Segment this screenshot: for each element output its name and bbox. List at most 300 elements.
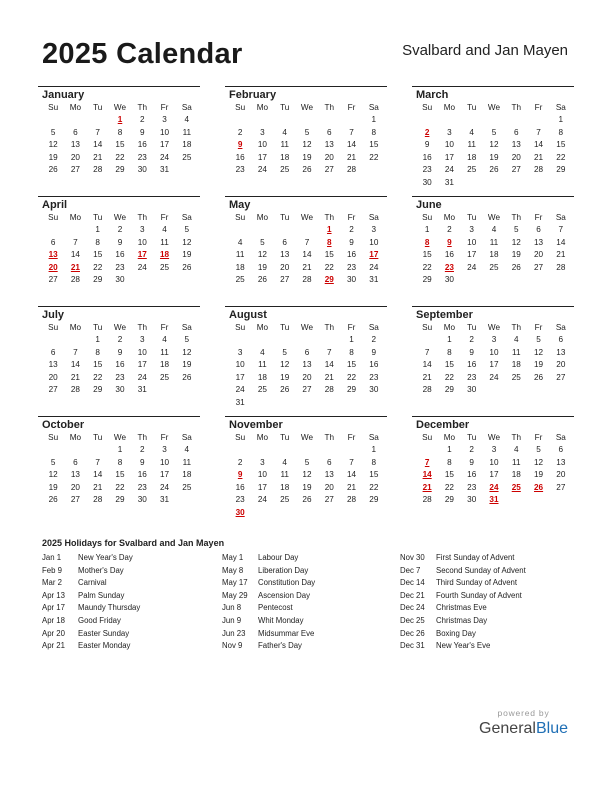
- empty-day: [416, 444, 438, 457]
- day-cell: 30: [137, 495, 147, 505]
- day-cell: 14: [93, 470, 103, 480]
- weekday-label: Tu: [280, 323, 290, 332]
- holiday-day: 31: [489, 495, 499, 505]
- day-cell: 16: [369, 360, 379, 370]
- holiday-day: 14: [422, 470, 432, 480]
- day-cell: 1: [558, 115, 564, 124]
- day-cell: 19: [257, 262, 267, 272]
- weekday-label: Tu: [280, 213, 290, 222]
- day-cell: 14: [556, 237, 566, 247]
- day-cell: 10: [159, 457, 170, 467]
- month-october: [42, 416, 198, 507]
- empty-day: [229, 224, 251, 237]
- day-cell: 5: [184, 225, 190, 234]
- day-cell: 10: [137, 237, 147, 247]
- day-cell: 19: [533, 360, 544, 370]
- empty-day: [483, 177, 505, 190]
- day-cell: 15: [93, 250, 103, 260]
- empty-day: [483, 384, 505, 397]
- day-cell: 30: [467, 495, 477, 505]
- month-april: [42, 196, 198, 287]
- day-cell: 12: [48, 470, 58, 480]
- day-cell: 8: [371, 457, 377, 467]
- holiday-name: Third Sunday of Advent: [436, 578, 518, 588]
- day-cell: 6: [536, 225, 541, 234]
- weekday-label: Tu: [93, 323, 103, 332]
- day-cell: 16: [137, 470, 147, 480]
- day-cell: 1: [424, 225, 430, 234]
- day-cell: 27: [533, 262, 544, 272]
- day-cell: 1: [447, 445, 452, 454]
- day-cell: 28: [70, 385, 80, 395]
- day-cell: 22: [93, 262, 103, 272]
- day-cell: 23: [346, 262, 357, 272]
- day-cell: 31: [137, 385, 147, 395]
- weekday-label: We: [113, 213, 127, 222]
- weekday-label: We: [113, 323, 127, 332]
- empty-day: [550, 384, 572, 397]
- holiday-name: Whit Monday: [258, 615, 304, 625]
- weekday-label: We: [487, 213, 501, 222]
- empty-day: [527, 114, 549, 127]
- day-cell: 9: [469, 347, 474, 357]
- month-name: August: [229, 309, 267, 321]
- day-cell: 4: [184, 445, 190, 454]
- weekday-label: Sa: [368, 103, 379, 112]
- day-cell: 27: [280, 275, 290, 285]
- day-cell: 6: [73, 457, 78, 467]
- day-cell: 8: [117, 457, 123, 467]
- weekday-label: Sa: [555, 323, 566, 332]
- week-row: [42, 494, 198, 507]
- holiday-date: Nov 30: [400, 553, 425, 562]
- weekday-label: Th: [511, 103, 522, 112]
- week-row: [42, 127, 198, 140]
- holiday-name: New Year's Eve: [436, 641, 491, 651]
- week-row: [229, 249, 385, 262]
- weekday-label: Mo: [256, 433, 269, 442]
- holiday-row: [42, 640, 222, 653]
- month-may: [229, 196, 385, 287]
- empty-day: [42, 114, 64, 127]
- day-cell: 29: [556, 165, 566, 175]
- day-cell: 21: [346, 482, 357, 492]
- weekday-label: Fr: [160, 213, 169, 222]
- day-cell: 22: [422, 262, 432, 272]
- day-cell: 8: [447, 347, 452, 357]
- day-cell: 29: [444, 495, 454, 505]
- day-cell: 29: [115, 495, 125, 505]
- week-row: [229, 494, 385, 507]
- holiday-row: [400, 602, 580, 615]
- day-cell: 10: [257, 140, 267, 150]
- month-name: July: [42, 309, 65, 321]
- weekday-label: Th: [511, 323, 522, 332]
- day-cell: 1: [349, 335, 354, 344]
- weekday-label: Th: [137, 433, 148, 442]
- page-title: 2025 Calendar: [42, 38, 243, 70]
- week-row: [42, 114, 198, 127]
- holiday-day: 8: [424, 237, 430, 247]
- weekday-label: Fr: [534, 103, 543, 112]
- day-cell: 22: [369, 152, 379, 162]
- day-cell: 6: [513, 127, 519, 137]
- day-cell: 15: [115, 470, 125, 480]
- month-divider: [38, 86, 200, 87]
- day-cell: 14: [70, 360, 80, 370]
- week-row: [229, 127, 385, 140]
- day-cell: 3: [371, 225, 377, 234]
- day-cell: 2: [117, 335, 123, 344]
- empty-day: [153, 274, 175, 287]
- day-cell: 1: [95, 225, 100, 234]
- holiday-name: Boxing Day: [436, 628, 476, 638]
- day-cell: 17: [257, 152, 267, 162]
- weekday-label: Tu: [93, 213, 103, 222]
- day-cell: 9: [117, 347, 123, 357]
- empty-day: [505, 274, 527, 287]
- day-cell: 28: [70, 275, 80, 285]
- week-row: [229, 469, 385, 482]
- weekday-label: Th: [324, 213, 335, 222]
- weekday-header: [42, 322, 198, 334]
- empty-day: [274, 444, 296, 457]
- weekday-label: Fr: [160, 323, 169, 332]
- weekday-label: Th: [137, 103, 148, 112]
- holiday-row: [42, 565, 222, 578]
- day-cell: 15: [444, 360, 454, 370]
- day-cell: 27: [556, 482, 566, 492]
- weekday-label: Su: [235, 433, 246, 442]
- day-cell: 28: [302, 275, 312, 285]
- weekday-header: [229, 432, 385, 444]
- week-row: [229, 347, 385, 360]
- holiday-date: Jun 8: [222, 603, 242, 613]
- weekday-label: Th: [324, 433, 335, 442]
- empty-day: [251, 334, 273, 347]
- empty-day: [296, 334, 318, 347]
- holiday-name: Labour Day: [258, 553, 299, 562]
- weekday-label: Mo: [256, 103, 269, 112]
- day-cell: 22: [115, 482, 125, 492]
- day-cell: 4: [162, 225, 167, 234]
- empty-day: [251, 114, 273, 127]
- holiday-name: Fourth Sunday of Advent: [436, 590, 522, 600]
- day-cell: 27: [556, 372, 566, 382]
- day-cell: 8: [349, 347, 354, 357]
- day-cell: 31: [444, 177, 454, 187]
- day-cell: 22: [444, 372, 454, 382]
- week-row: [229, 482, 385, 495]
- empty-day: [176, 494, 198, 507]
- day-cell: 24: [257, 165, 267, 175]
- day-cell: 4: [513, 335, 519, 344]
- day-cell: 28: [324, 385, 334, 395]
- day-cell: 2: [447, 225, 452, 234]
- week-row: [229, 397, 385, 410]
- holiday-date: May 29: [222, 590, 248, 600]
- week-row: [416, 262, 572, 275]
- holiday-row: [400, 628, 580, 641]
- empty-day: [318, 397, 340, 410]
- empty-day: [251, 444, 273, 457]
- holiday-column: [42, 552, 222, 653]
- holiday-name: Christmas Day: [436, 615, 488, 625]
- month-december: [416, 416, 572, 507]
- day-cell: 6: [304, 347, 310, 357]
- empty-day: [42, 224, 64, 237]
- empty-day: [527, 177, 549, 190]
- day-cell: 17: [137, 360, 147, 370]
- day-cell: 7: [304, 237, 310, 247]
- holiday-day: 9: [237, 470, 243, 480]
- holiday-day: 13: [48, 250, 58, 260]
- day-cell: 5: [536, 335, 541, 344]
- holiday-row: [42, 628, 222, 641]
- holiday-day: 30: [235, 507, 245, 517]
- day-cell: 21: [302, 262, 312, 272]
- weekday-label: Mo: [443, 433, 456, 442]
- day-cell: 12: [489, 140, 499, 150]
- day-cell: 23: [467, 482, 477, 492]
- weekday-label: Su: [48, 323, 59, 332]
- month-name: November: [229, 419, 283, 431]
- day-cell: 12: [302, 140, 312, 150]
- empty-day: [296, 444, 318, 457]
- empty-day: [251, 507, 273, 520]
- day-cell: 25: [467, 165, 477, 175]
- day-cell: 30: [346, 275, 357, 285]
- day-cell: 6: [326, 457, 332, 467]
- empty-day: [363, 164, 385, 177]
- empty-day: [64, 334, 86, 347]
- holiday-date: Nov 9: [222, 641, 243, 651]
- day-cell: 23: [115, 262, 125, 272]
- holidays-title: 2025 Holidays for Svalbard and Jan Mayen: [42, 538, 225, 548]
- day-cell: 18: [159, 360, 170, 370]
- empty-day: [229, 444, 251, 457]
- day-cell: 6: [50, 237, 56, 247]
- day-cell: 7: [424, 347, 430, 357]
- empty-day: [505, 384, 527, 397]
- holiday-name: Pentecost: [258, 603, 293, 613]
- day-cell: 21: [93, 152, 103, 162]
- weekday-label: Sa: [368, 323, 379, 332]
- day-cell: 23: [137, 152, 147, 162]
- empty-day: [229, 114, 251, 127]
- weekday-label: Th: [511, 433, 522, 442]
- brand-name: [479, 720, 568, 738]
- day-cell: 23: [137, 482, 147, 492]
- day-cell: 28: [556, 262, 566, 272]
- empty-day: [176, 384, 198, 397]
- day-cell: 21: [422, 372, 432, 382]
- day-cell: 12: [182, 347, 192, 357]
- day-cell: 27: [70, 495, 80, 505]
- weekday-label: Sa: [368, 433, 379, 442]
- weekday-label: Sa: [555, 103, 566, 112]
- holiday-date: Apr 18: [42, 615, 65, 625]
- day-cell: 6: [282, 237, 287, 247]
- day-cell: 17: [444, 152, 454, 162]
- holiday-name: First Sunday of Advent: [436, 553, 515, 562]
- day-cell: 2: [237, 457, 243, 467]
- day-cell: 16: [467, 470, 477, 480]
- week-row: [416, 482, 572, 495]
- day-cell: 5: [304, 457, 310, 467]
- day-cell: 9: [424, 140, 430, 150]
- day-cell: 13: [70, 140, 80, 150]
- weekday-header: [42, 212, 198, 224]
- brand-blue: Blue: [535, 720, 568, 737]
- day-cell: 15: [369, 140, 379, 150]
- day-cell: 30: [115, 385, 125, 395]
- holiday-name: Maundy Thursday: [78, 603, 141, 613]
- day-cell: 4: [513, 445, 519, 454]
- empty-day: [64, 444, 86, 457]
- day-cell: 26: [511, 262, 521, 272]
- day-cell: 27: [324, 165, 334, 175]
- day-cell: 14: [346, 470, 357, 480]
- empty-day: [131, 274, 153, 287]
- day-cell: 3: [139, 225, 145, 234]
- week-row: [416, 274, 572, 287]
- day-cell: 7: [95, 457, 100, 467]
- day-cell: 21: [556, 250, 566, 260]
- week-row: [42, 359, 198, 372]
- day-cell: 14: [70, 250, 80, 260]
- weekday-label: Sa: [181, 213, 192, 222]
- day-cell: 15: [324, 250, 334, 260]
- week-row: [42, 334, 198, 347]
- month-divider: [412, 196, 574, 197]
- holiday-column: [222, 552, 402, 653]
- day-cell: 25: [489, 262, 499, 272]
- weekday-label: Su: [235, 323, 246, 332]
- weekday-label: Mo: [69, 213, 82, 222]
- day-cell: 11: [467, 140, 476, 150]
- holiday-name: Easter Sunday: [78, 628, 130, 638]
- week-row: [416, 359, 572, 372]
- day-cell: 26: [302, 495, 312, 505]
- day-cell: 24: [159, 482, 170, 492]
- day-cell: 30: [467, 385, 477, 395]
- week-row: [229, 444, 385, 457]
- holiday-row: [222, 565, 402, 578]
- day-cell: 12: [257, 250, 267, 260]
- holiday-row: [400, 552, 580, 565]
- day-cell: 22: [444, 482, 454, 492]
- day-cell: 13: [533, 237, 544, 247]
- day-cell: 4: [282, 127, 287, 137]
- weekday-label: Tu: [280, 433, 290, 442]
- day-cell: 19: [302, 482, 312, 492]
- day-cell: 8: [447, 457, 452, 467]
- day-cell: 25: [280, 165, 290, 175]
- day-cell: 20: [556, 360, 566, 370]
- empty-day: [274, 507, 296, 520]
- holiday-day: 1: [117, 115, 123, 124]
- week-row: [42, 384, 198, 397]
- day-cell: 19: [182, 360, 192, 370]
- day-cell: 11: [280, 470, 289, 480]
- day-cell: 10: [137, 347, 147, 357]
- empty-day: [318, 114, 340, 127]
- holiday-name: Palm Sunday: [78, 590, 125, 600]
- day-cell: 23: [422, 165, 432, 175]
- day-cell: 14: [533, 140, 544, 150]
- empty-day: [363, 397, 385, 410]
- month-name: February: [229, 89, 277, 101]
- weekday-label: Su: [422, 323, 433, 332]
- day-cell: 27: [48, 275, 58, 285]
- holiday-date: Dec 31: [400, 641, 425, 651]
- day-cell: 24: [137, 262, 147, 272]
- holiday-day: 7: [424, 457, 430, 467]
- month-name: April: [42, 199, 68, 211]
- empty-day: [296, 224, 318, 237]
- weekday-label: Tu: [280, 103, 290, 112]
- empty-day: [87, 444, 109, 457]
- day-cell: 7: [73, 237, 78, 247]
- empty-day: [550, 494, 572, 507]
- day-cell: 3: [139, 335, 145, 344]
- holiday-name: Midsummar Eve: [258, 628, 315, 638]
- empty-day: [296, 507, 318, 520]
- day-cell: 7: [95, 127, 100, 137]
- holiday-row: [400, 615, 580, 628]
- month-name: March: [416, 89, 449, 101]
- day-cell: 3: [260, 457, 265, 467]
- weekday-label: Tu: [93, 433, 103, 442]
- week-row: [416, 494, 572, 507]
- holiday-row: [222, 577, 402, 590]
- empty-day: [42, 444, 64, 457]
- month-divider: [412, 416, 574, 417]
- week-row: [229, 334, 385, 347]
- weekday-label: Sa: [555, 433, 566, 442]
- month-september: [416, 306, 572, 397]
- brand-logo[interactable]: [479, 708, 568, 738]
- holiday-name: New Year's Day: [78, 553, 133, 562]
- day-cell: 21: [93, 482, 103, 492]
- month-name: January: [42, 89, 85, 101]
- holiday-date: Dec 14: [400, 578, 425, 588]
- empty-day: [64, 114, 86, 127]
- holiday-name: Easter Monday: [78, 641, 131, 651]
- day-cell: 15: [444, 470, 454, 480]
- day-cell: 14: [324, 360, 334, 370]
- day-cell: 11: [235, 250, 245, 260]
- day-cell: 15: [556, 140, 566, 150]
- day-cell: 14: [302, 250, 312, 260]
- weekday-label: We: [300, 433, 314, 442]
- day-cell: 8: [558, 127, 564, 137]
- empty-day: [318, 507, 340, 520]
- day-cell: 16: [115, 250, 125, 260]
- week-row: [416, 249, 572, 262]
- day-cell: 30: [137, 165, 147, 175]
- day-cell: 29: [115, 165, 125, 175]
- week-row: [416, 457, 572, 470]
- day-cell: 2: [469, 445, 474, 454]
- day-cell: 19: [533, 470, 544, 480]
- holiday-column: [400, 552, 580, 653]
- holiday-date: Dec 21: [400, 590, 425, 600]
- day-cell: 14: [346, 140, 357, 150]
- day-cell: 25: [257, 385, 267, 395]
- day-cell: 5: [50, 127, 56, 137]
